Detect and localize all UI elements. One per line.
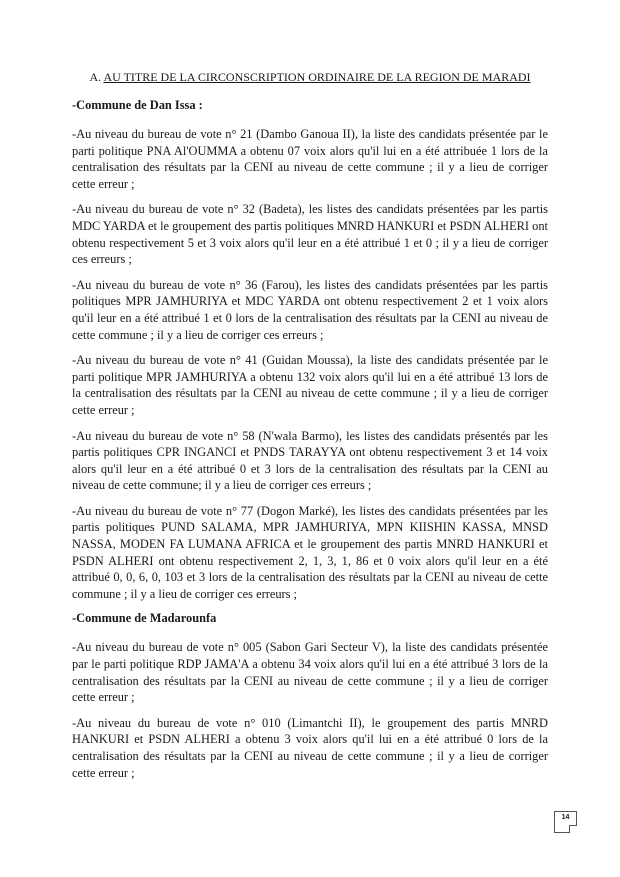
paragraph-bureau-41: -Au niveau du bureau de vote n° 41 (Guidan Moussa), la liste des candidats présentée par le parti politique MPR JAMHURIYA a obtenu 132 voix alors qu'il lui en a été attribué 13 lors de la centralisation des résultats par la CENI au niveau de cette commune ; il y a lieu de corriger cette erreur ; <box>72 353 548 417</box>
commune-heading-dan-issa: -Commune de Dan Issa : <box>72 98 203 112</box>
page-number-badge <box>554 811 577 833</box>
page-number: 14 <box>561 814 570 821</box>
paragraph-bureau-77: -Au niveau du bureau de vote n° 77 (Dogon Marké), les listes des candidats présentées par les partis politiques PUND SALAMA, MPR JAMHURIYA, MPN KIISHIN KASSA, MNSD NASSA, MODEN FA LUMANA AFRICA et le groupement des partis MNRD HANKURI et PSDN ALHERI ont obtenu respectivement 2, 1, 3, 1, 86 et 0 voix alors qu'il leur en a été attribué 0, 0, 6, 0, 103 et 3 lors de la centralisation des résultats par la CENI au niveau de cette commune ; il y a lieu de corriger ces erreurs ; <box>72 503 548 601</box>
section-title-prefix: A. <box>89 70 104 84</box>
paragraph-bureau-010: -Au niveau du bureau de vote n° 010 (Limantchi II), le groupement des partis MNRD HANKURI et PSDN ALHERI a obtenu 3 voix alors qu'il lui en a été attribué 0 lors de la centralisation des résultats par la CENI au niveau de cette commune ; il y a lieu de corriger cette erreur ; <box>72 715 548 780</box>
page-content <box>72 70 548 790</box>
section-title-text: AU TITRE DE LA CIRCONSCRIPTION ORDINAIRE DE LA REGION DE MARADI <box>103 70 531 84</box>
paragraph-bureau-005: -Au niveau du bureau de vote n° 005 (Sabon Gari Secteur V), la liste des candidats présentée par le parti politique RDP JAMA'A a obtenu 34 voix alors qu'il lui en a été attribué 3 lors de la centralisation des résultats par la CENI au niveau de cette commune ; il y a lieu de corriger cette erreur ; <box>72 640 548 705</box>
paragraph-bureau-21: -Au niveau du bureau de vote n° 21 (Dambo Ganoua II), la liste des candidats présentée par le parti politique PNA Al'OUMMA a obtenu 07 voix alors qu'il lui en a été attribuée 1 lors de la centralisation des résultats par la CENI au niveau de cette commune ; il y a lieu de corriger cette erreur ; <box>72 127 548 191</box>
paragraph-bureau-32: -Au niveau du bureau de vote n° 32 (Badeta), les listes des candidats présentées par les partis MDC YARDA et le groupement des partis politiques MNRD HANKURI et PSDN ALHERI ont obtenu respectivement 5 et 3 voix alors qu'il leur en a été attribué 1 et 0 ; il y a lieu de corriger ces erreurs ; <box>72 202 548 267</box>
section-title <box>72 70 548 85</box>
paragraph-bureau-58: -Au niveau du bureau de vote n° 58 (N'wala Barmo), les listes des candidats présentés par les partis politiques CPR INGANCI et PNDS TARAYYA ont obtenu respectivement 3 et 14 voix alors qu'il leur en a été attribué 0 et 3 lors de la centralisation des résultats par la CENI au niveau de cette commune; il y a lieu de corriger ces erreurs ; <box>72 428 548 493</box>
paragraph-bureau-36: -Au niveau du bureau de vote n° 36 (Farou), les listes des candidats présentées par les partis politiques MPR JAMHURIYA et MDC YARDA ont obtenu respectivement 2 et 1 voix alors qu'il leur en a été attribué 1 et 0 lors de la centralisation des résultats par la CENI au niveau de cette commune ; il y a lieu de corriger ces erreurs ; <box>72 277 548 342</box>
commune-heading-madarounfa: -Commune de Madarounfa <box>72 611 217 626</box>
